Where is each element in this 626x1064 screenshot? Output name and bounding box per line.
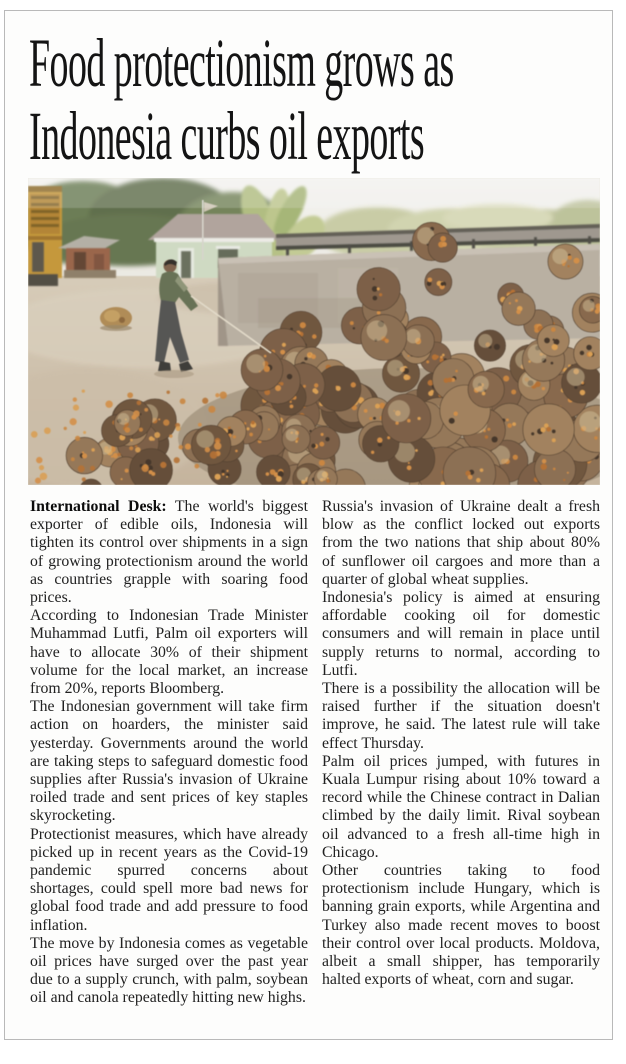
- article-column-left: [30, 498, 308, 1008]
- paragraph: The Indonesian government will take firm action on hoarders, the minister said yesterday. Governments around the world are taking steps to safeguard domestic food supplies after Russia's invasion of Ukraine roiled trade and sent prices of key staples skyrocketing.: [30, 698, 308, 825]
- paragraph: The move by Indonesia comes as vegetable oil prices have surged over the past year due to a supply crunch, with palm, soybean oil and canola repeatedly hitting new highs.: [30, 934, 308, 1007]
- paragraph: Russia's invasion of Ukraine dealt a fresh blow as the conflict locked out exports from the two nations that ship about 80% of sunflower oil cargoes and more than a quarter of global wheat supplies.: [322, 498, 600, 588]
- lead-paragraph-text: The world's biggest exporter of edible oils, Indonesia will tighten its control over shipments in a sign of growing protectionism around the world as countries grapple with soaring food prices.: [30, 498, 308, 607]
- article-column-right: [322, 498, 600, 1008]
- palm-fruit-photo-illustration: [28, 178, 600, 485]
- paragraph: There is a possibility the allocation will be raised further if the situation doesn't improve, he said. The latest rule will take effect Thursday.: [322, 680, 600, 752]
- dateline-label: International Desk:: [30, 498, 167, 515]
- paragraph-lead: [30, 498, 308, 607]
- newspaper-article-page: [4, 10, 613, 1040]
- article-headline: Food protectionism grows as Indonesia curbs oil exports: [29, 25, 454, 174]
- paragraph: Protectionist measures, which have already picked up in recent years as the Covid-19 pandemic spurred concerns about shortages, could spell more bad news for global food trade and add pressure to food inflation.: [30, 825, 308, 934]
- article-photo: [28, 178, 600, 485]
- paragraph: According to Indonesian Trade Minister Muhammad Lutfi, Palm oil exporters will have to allocate 30% of their shipment volume for the local market, an increase from 20%, reports Bloomberg.: [30, 607, 308, 698]
- paragraph: Other countries taking to food protectionism include Hungary, which is banning grain exports, while Argentina and Turkey also made recent moves to boost their control over local products. Moldova, albeit a small shipper, has temporarily halted exports of wheat, corn and sugar.: [322, 862, 600, 989]
- paragraph: Palm oil prices jumped, with futures in Kuala Lumpur rising about 10% toward a record while the Chinese contract in Dalian climbed by the daily limit. Rival soybean oil advanced to a fresh all-time high in Chicago.: [322, 752, 600, 861]
- paragraph: Indonesia's policy is aimed at ensuring affordable cooking oil for domestic consumers and will remain in place until supply returns to normal, according to Lutfi.: [322, 589, 600, 679]
- article-body: [30, 498, 600, 1008]
